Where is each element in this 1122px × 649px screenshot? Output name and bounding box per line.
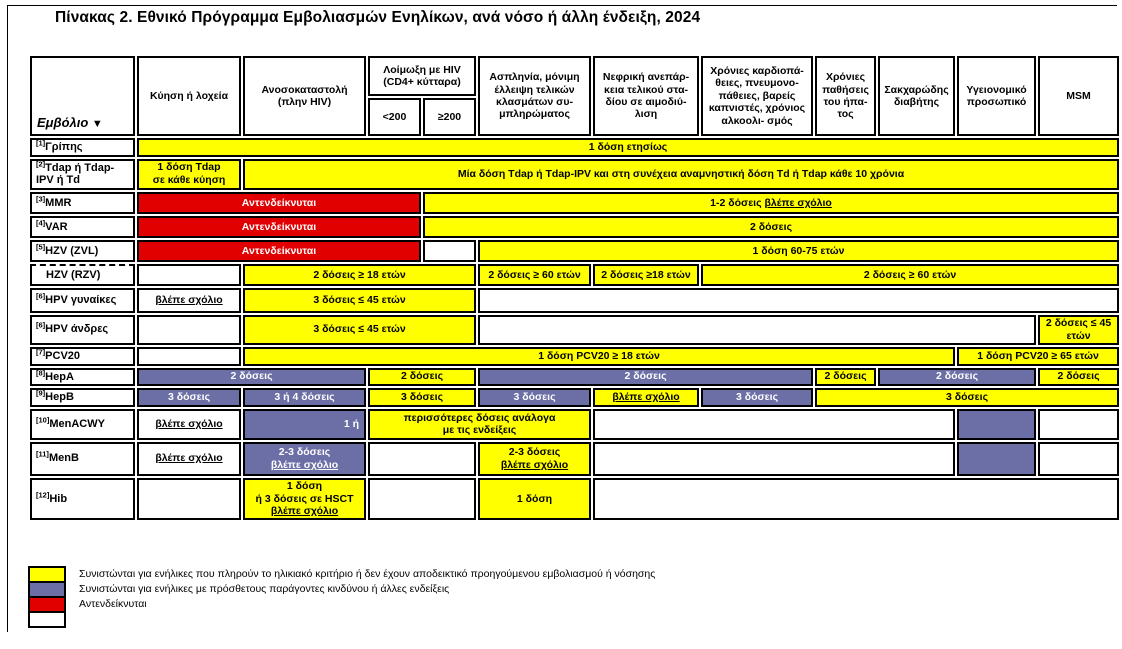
row-label-- [30,138,135,157]
table-cell [423,240,476,262]
row-footnote-ref: [4] [36,217,46,227]
cell-line: 1 δόση ετησίως [588,140,668,153]
cell-line: Χρόνιες παθήσεις του ήπα- τος [822,71,869,121]
cell-line [141,418,237,431]
table-cell [478,288,1119,313]
table-cell [137,442,241,476]
table-cell [478,315,1036,345]
cell-line [597,391,695,404]
col-header-healthcare [957,56,1036,136]
table-cell [368,388,476,407]
table-cell [243,159,1119,190]
see-comment-ref: βλέπε σχόλιο [612,391,680,404]
cell-line: 2 δόσεις [749,220,793,233]
see-comment-ref: βλέπε σχόλιο [764,196,832,209]
table-cell [243,478,366,520]
table-cell [593,409,955,440]
row-vaccine-name: HZV (ZVL) [45,244,99,257]
see-comment-ref: βλέπε σχόλιο [270,505,339,518]
see-comment-ref: βλέπε σχόλιο [270,458,339,471]
row-label-hzv-zvl- [30,240,135,262]
cell-line: 2 δόσεις ≥18 ετών [601,268,691,281]
table-row [30,388,1119,407]
row-label-hib [30,478,135,520]
cell-line: Ασπληνία, μόνιμη έλλειψη τελικών κλασμάτων συ- μπληρώματος [489,71,580,121]
table-cell [593,264,699,286]
cell-line: 1 δόση [286,479,323,492]
table-header [30,56,1119,136]
row-footnote-ref: [6] [36,291,46,301]
row-label-mmr [30,192,135,214]
table-cell [137,409,241,440]
row-footnote-ref: [2] [36,158,46,168]
row-vaccine-name: Hib [49,492,68,505]
table-cell [137,159,241,190]
cell-line: 3 δόσεις [400,391,444,404]
row-vaccine-name: HZV (RZV) [46,268,101,281]
triangle-down-icon: ▼ [91,118,103,131]
table-cell [243,388,366,407]
row-vaccine-name: PCV20 [45,349,81,362]
cell-line: 2 δόσεις [400,370,444,383]
table-cell [137,192,421,214]
cell-line: 3 δόσεις ≤ 45 ετών [313,323,406,336]
cell-line: 2 δόσεις ≥ 60 ετών [488,268,581,281]
table-row [30,216,1119,238]
row-footnote-ref: [7] [36,347,46,357]
table-cell [478,442,591,476]
table-row [30,409,1119,440]
cell-line [141,294,237,307]
legend-swatch-w [28,611,66,628]
cell-line: 2 δόσεις [624,370,667,383]
legend-item [28,611,655,628]
row-vaccine-name: Γρίπης [45,141,83,153]
row-vaccine-name: HepB [45,391,74,404]
table-row [30,192,1119,214]
cell-line: 3 δόσεις [735,391,779,404]
row-label-var [30,216,135,238]
table-cell [701,264,1119,286]
cell-line: 2 δόσεις ≥ 18 ετών [313,268,406,281]
cell-line: Λοίμωξη με HIV [383,63,461,76]
table-row [30,347,1119,366]
col-header-cardio-pulmonary [701,56,813,136]
cell-line: Αντενδείκνυται [241,220,317,233]
row-label-hepa [30,368,135,387]
table-cell [593,478,1119,520]
cell-line [247,505,362,518]
cell-line: 1 δόση PCV20 ≥ 65 ετών [977,349,1099,362]
cell-line: Μία δόση Tdap ή Tdap-IPV και στη συνέχεια αναμνηστική δόση Td ή Tdap κάθε 10 χρόνια [457,167,905,180]
cell-line: 2 δόσεις [1057,370,1100,383]
col-header-hiv-sub-0: <200 [368,98,421,136]
row-vaccine-name: HepA [45,370,74,383]
cell-line: Νεφρική ανεπάρ- κεια τελικού στα- δίου σε αιμοδιύ- λιση [602,71,690,121]
table-cell [243,409,366,440]
cell-line: 3 δόσεις [167,391,211,404]
table-row [30,288,1119,313]
legend [28,566,655,628]
header-row-1 [30,56,1119,96]
table-cell [957,347,1119,366]
legend-label: Συνιστώνται για ενήλικες με πρόσθετους παράγοντες κινδύνου ή άλλες ενδείξεις [79,583,450,596]
table-cell [137,288,241,313]
cell-line: 2 δόσεις ≤ 45 ετών [1045,316,1112,342]
see-comment-ref: βλέπε σχόλιο [500,458,569,471]
cell-line: 3 δόσεις [945,391,989,404]
table-cell [243,315,476,345]
legend-label: Συνιστώνται για ενήλικες που πληρούν το ηλικιακό κριτήριο ή δεν έχουν αποδεικτικό προηγούμενου εμβολιασμού ή νόσησης [79,568,656,581]
row-footnote-ref: [9] [36,388,46,398]
cell-line: Αντενδείκνυται [241,244,317,257]
cell-line: 1 δόση Tdap [157,161,221,174]
see-comment-ref: βλέπε σχόλιο [155,417,223,430]
cell-line: 3 ή 4 δόσεις [274,391,335,404]
table-cell [137,264,241,286]
col-header-immunosuppression [243,56,366,136]
table-row [30,478,1119,520]
table-cell [368,409,591,440]
cell-line: Υγειονομικό προσωπικό [966,83,1027,108]
cell-line: 2 δόσεις [824,370,867,383]
table-body [30,138,1119,520]
table-cell [1038,442,1119,476]
cell-line: ή 3 δόσεις σε HSCT [255,492,354,505]
table-cell [368,368,476,387]
table-cell [1038,368,1119,387]
vaccine-table [28,54,1121,522]
row-vaccine-name: Tdap ή Tdap-IPV ή Td [36,161,115,187]
row-footnote-ref: [10] [36,415,50,425]
table-row [30,315,1119,345]
see-comment-ref: βλέπε σχόλιο [155,452,223,465]
table-cell [478,388,591,407]
row-footnote-ref: [8] [36,367,46,377]
cell-line: (CD4+ κύτταρα) [383,76,461,88]
table-cell [137,240,421,262]
table-cell [957,442,1036,476]
cell-line: (πλην HIV) [277,96,332,108]
cell-line: περισσότερες δόσεις ανάλογα [403,411,556,424]
row-vaccine-name: MenACWY [49,417,105,430]
row-label-hepb [30,388,135,407]
row-vaccine-name: VAR [45,220,68,233]
col-header-liver [815,56,876,136]
col-header-msm [1038,56,1119,136]
table-cell [137,138,1119,157]
cell-line: 1-2 δόσεις βλέπε σχόλιο [710,196,832,209]
col-header-group-hiv [368,56,476,96]
table-cell [423,192,1119,214]
cell-line: 3 δόσεις [513,391,556,404]
cell-line: 1 ή [343,417,359,430]
row-footnote-ref: [6] [36,320,46,330]
cell-line: 1 δόση 60-75 ετών [752,244,845,257]
table-cell [137,388,241,407]
table-cell [137,315,241,345]
table-cell [137,347,241,366]
table-row [30,264,1119,286]
row-label-menacwy [30,409,135,440]
table-cell [815,388,1119,407]
cell-line: με τις ενδείξεις [442,424,517,437]
table-cell [368,478,476,520]
cell-line: Κύηση ή λοχεία [149,89,229,102]
table-cell [478,478,591,520]
cell-line [482,459,587,472]
cell-line: Αντενδείκνυται [241,196,317,209]
row-footnote-ref: [12] [36,490,50,500]
table-cell [243,442,366,476]
cell-line: MSM [1066,89,1091,102]
row-label-hpv- [30,288,135,313]
table-row [30,138,1119,157]
row-label-hzv-rzv- [30,264,135,286]
cell-line: 2 δόσεις ≥ 60 ετών [863,268,957,281]
cell-line [247,459,362,472]
see-comment-ref: βλέπε σχόλιο [155,294,223,307]
col-header-diabetes [878,56,955,136]
table-row [30,442,1119,476]
cell-line: 2 δόσεις [935,370,979,383]
cell-line: 2-3 δόσεις [278,446,331,458]
table-cell [957,409,1036,440]
cell-line: 1 δόση PCV20 ≥ 18 ετών [538,349,660,362]
row-footnote-ref: [1] [36,138,46,148]
table-row [30,240,1119,262]
table-cell [878,368,1036,387]
vaccine-header-label: Εμβόλιο [37,115,92,131]
row-vaccine-name: HPV γυναίκες [45,294,117,307]
cell-line: Σακχαρώδης διαβήτης [884,83,949,108]
row-vaccine-name: MenB [48,452,79,465]
row-footnote-ref: [11] [36,449,49,459]
row-label-hpv- [30,315,135,345]
table-cell [1038,315,1119,345]
table-cell [423,216,1119,238]
table-cell [137,368,366,387]
col-header-asplenia [478,56,591,136]
table-cell [701,388,813,407]
table-cell [368,442,476,476]
table-cell [243,347,955,366]
table-cell [478,240,1119,262]
table-cell [137,478,241,520]
cell-line: 2-3 δόσεις [508,446,561,458]
table-cell [243,288,476,313]
page-title: Πίνακας 2. Εθνικό Πρόγραμμα Εμβολιασμών Ενηλίκων, ανά νόσο ή άλλη ένδειξη, 2024 [55,9,701,26]
cell-line: Ανοσοκαταστολή [261,83,348,96]
table-cell [815,368,876,387]
row-footnote-ref: [3] [36,193,46,203]
table-row [30,368,1119,387]
col-header-hiv-sub-1: ≥200 [423,98,476,136]
legend-label: Αντενδείκνυται [79,598,147,611]
table-cell [243,264,476,286]
table-cell [593,442,955,476]
row-label-tdap-tdap-ipv-td [30,159,135,190]
table-row [30,159,1119,190]
cell-line: Χρόνιες καρδιοπά- θειες, πνευμονο- πάθειες, βαρείς καπνιστές, χρόνιος αλκοολι- σμός [708,65,806,127]
row-label-pcv20 [30,347,135,366]
table-cell [593,388,699,407]
row-vaccine-name: MMR [45,196,72,209]
cell-line [141,452,237,465]
cell-line: 1 δόση [516,492,553,505]
table-cell [478,264,591,286]
cell-line: σε κάθε κύηση [152,174,226,187]
row-vaccine-name: HPV άνδρες [45,323,109,336]
cell-line: 2 δόσεις [230,370,273,383]
table-cell [478,368,813,387]
row-label-menb [30,442,135,476]
row-footnote-ref: [5] [36,241,46,251]
col-header-vaccine [30,56,135,136]
col-header-pregnancy [137,56,241,136]
col-header-renal [593,56,699,136]
table-cell [1038,409,1119,440]
table-cell [137,216,421,238]
cell-line: 3 δόσεις ≤ 45 ετών [313,294,406,307]
